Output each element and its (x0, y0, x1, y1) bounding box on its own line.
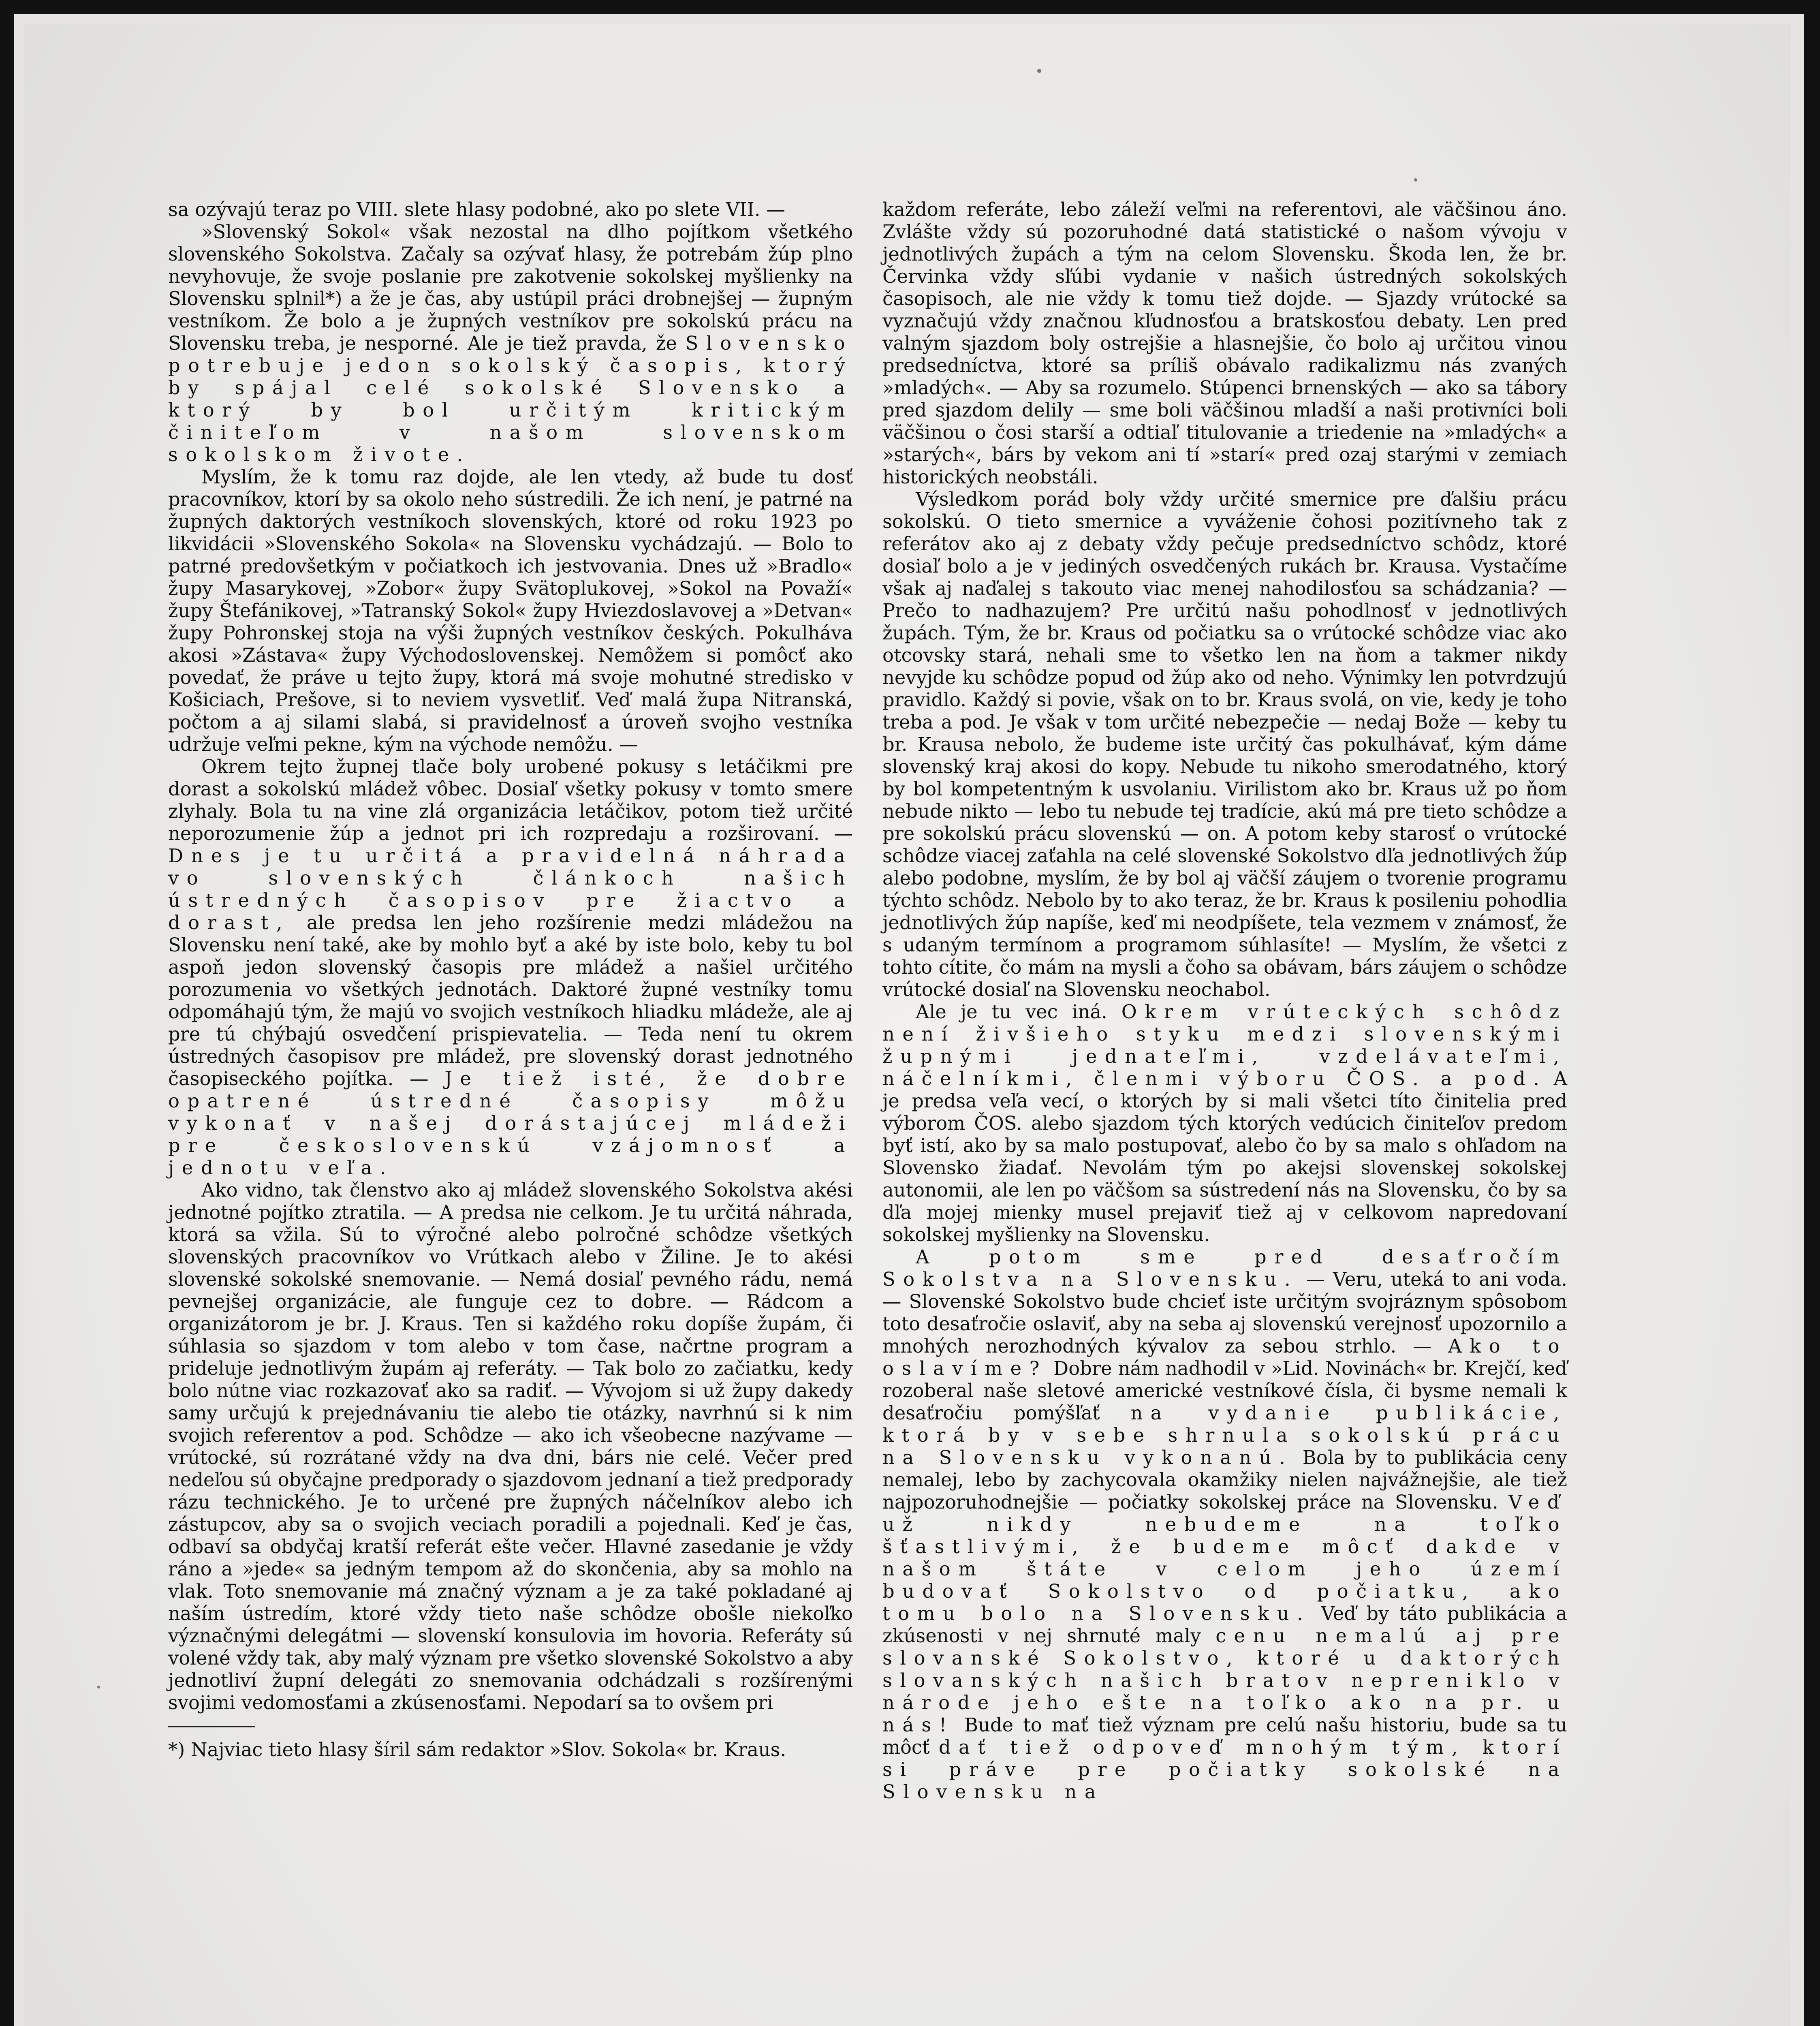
spaced-emphasis: Slovensko potrebuje jedon sokolský časopis, ktorý by spájal celé sokolské Slovensko a ktorý by bol určitým kritickým činiteľom v našom slovenskom sokolskom živote. (168, 332, 853, 466)
spaced-emphasis: dať tiež odpoveď mnohým tým, ktorí si práve pre počiatky sokolské na Slovensku na (882, 1736, 1567, 1803)
spaced-emphasis: Je tiež isté, že dobre opatrené ústredné časopisy môžu vykonať v našej dorástajúcej mládeži pre československú vzájomnosť a jednotu veľa. (168, 1068, 853, 1179)
paragraph: Ako vidno, tak členstvo ako aj mládež slovenského Sokolstva akési jednotné pojítko ztratila. — A predsa nie celkom. Je tu určitá náhrada, ktorá sa vžila. Sú to výročné alebo polročné schôdze všetkých slovenských pracovníkov vo Vrútkach alebo v Žiline. Je to akési slovenské sokolské snemovanie. — Nemá dosiaľ pevného rádu, nemá pevnejšej organizácie, ale funguje cez to dobre. — Rádcom a organizátorom je br. J. Kraus. Ten si každého roku dopíše župám, či súhlasia so sjazdom v tom alebo v tom čase, načrtne program a prideluje jednotlivým župám aj referáty. — Tak bolo zo začiatku, kedy bolo nútne viac rozkazovať ako sa radiť. — Vývojom si už župy dakedy samy určujú k prejednávaniu tie alebo tie otázky, navrhnú si k nim svojich referentov a pod. Schôdze — ako ich všeobecne nazývame — vrútocké, sú rozrátané vždy na dva dni, bárs nie celé. Večer pred nedeľou sú obyčajne predporady o sjazdovom jednaní a tiež predporady rázu technického. Je to určené pre župných náčelníkov alebo ich zástupcov, aby sa o svojich veciach poradili a pojednali. Keď je čas, odbaví sa obdyčaj kratší referát ešte večer. Hlavné zasedanie je vždy ráno a »jede« sa jedným tempom až do skončenia, aby sa mohlo na vlak. Toto snemovanie má značný význam a je za také pokladané aj naším ústredím, ktoré vždy tieto naše schôdze obošle niekoľko význačnými delegátmi — slovenskí konsulovia im hovoria. Referáty sú volené vždy tak, aby malý význam pre všetko slovenské Sokolstvo a aby jednotliví župní delegáti zo snemovania odchádzali s rozšírenými svojimi vedomosťami a zkúsenosťami. Nepodarí sa to ovšem pri (168, 1179, 853, 1714)
scan-speck (1414, 178, 1417, 182)
spaced-emphasis: Okrem vrúteckých schôdz není živšieho styku medzi slovenskými župnými jednateľmi, vzdelávateľmi, náčelníkmi, členmi výboru ČOS. a pod. (882, 1001, 1567, 1090)
spaced-emphasis: na vydanie publikácie, ktorá by v sebe shrnula sokolskú prácu na Slovensku vykonanú. (882, 1402, 1567, 1468)
left-column (168, 199, 853, 1761)
paragraph: A potom sme pred desaťročím Sokolstva na Slovensku. — Veru, uteká to ani voda. — Slovenské Sokolstvo bude chcieť iste určitým svojráznym spôsobom toto desaťročie oslaviť, aby na seba aj slovenskú verejnosť upozornilo a mnohých nerozhodných kývalov za sebou strhlo. — Ako to oslavíme? Dobre nám nadhodil v »Lid. Novinách« br. Krejčí, keď rozoberal naše sletové americké vestníkové čísla, či bysme nemali k desaťročiu pomýšľať na vydanie publikácie, ktorá by v sebe shrnula sokolskú prácu na Slovensku vykonanú. Bola by to publikácia ceny nemalej, lebo by zachycovala okamžiky nielen najvážnejšie, ale tiež najpozoruhodnejšie — počiatky sokolskej práce na Slovensku. Veď už nikdy nebudeme na toľko šťastlivými, že budeme môcť dakde v našom štáte v celom jeho území budovať Sokolstvo od počiatku, ako tomu bolo na Slovensku. Veď by táto publikácia a zkúsenosti v nej shrnuté maly cenu nemalú aj pre slovanské Sokolstvo, ktoré u daktorých slovanských našich bratov nepreniklo v národe jeho ešte na toľko ako na pr. u nás! Bude to mať tiež význam pre celú našu historiu, bude sa tu môcť dať tiež odpoveď mnohým tým, ktorí si práve pre počiatky sokolské na Slovensku na (882, 1246, 1567, 1803)
paragraph: Okrem tejto župnej tlače boly urobené pokusy s letáčikmi pre dorast a sokolskú mládež vôbec. Dosiaľ všetky pokusy v tomto smere zlyhaly. Bola tu na vine zlá organizácia letáčikov, potom tiež určité neporozumenie žúp a jednot pri ich rozpredaju a rozširovaní. — Dnes je tu určitá a pravidelná náhrada vo slovenských článkoch našich ústredných časopisov pre žiactvo a dorast, ale predsa len jeho rozšírenie medzi mládežou na Slovensku není také, ake by mohlo byť a aké by iste bolo, keby tu bol aspoň jedon slovenský časopis pre mládež a našiel určitého porozumenia vo všetkých jednotách. Daktoré župné vestníky tomu odpomáhajú tým, že majú vo svojich vestníkoch hliadku mládeže, ale aj pre tú chýbajú osvedčení prispievatelia. — Teda není tu okrem ústredných časopisov pre mládež, pre slovenský dorast jednotného časopiseckého pojítka. — Je tiež isté, že dobre opatrené ústredné časopisy môžu vykonať v našej dorástajúcej mládeži pre československú vzájomnosť a jednotu veľa. (168, 756, 853, 1179)
paragraph: Výsledkom porád boly vždy určité smernice pre ďalšiu prácu sokolskú. O tieto smernice a vyváženie čohosi pozitívneho tak z referátov ako aj z debaty vždy pečuje predsedníctvo schôdz, ktoré dosiaľ bolo a je v jediných osvedčených rukách br. Krausa. Vystačíme však aj naďalej s takouto viac menej nahodilosťou sa schádzania? — Prečo to nadhazujem? Pre určitú našu pohodlnosť v jednotlivých župách. Tým, že br. Kraus od počiatku sa o vrútocké schôdze viac ako otcovsky stará, nehali sme to všetko len na ňom a takmer nikdy nevyjde ku schôdze popud od žúp ako od neho. Výnimky len potvrdzujú pravidlo. Každý si povie, však on to br. Kraus svolá, on vie, kedy je toho treba a pod. Je však v tom určité nebezpečie — nedaj Bože — keby tu br. Krausa nebolo, že budeme iste určitý čas pokulhávať, kým dáme slovenský kraj akosi do kopy. Nebude tu nikoho smerodatného, ktorý by bol kompetentným k usvolaniu. Virilistom ako br. Kraus už po ňom nebude nikto — lebo tu nebude tej tradície, akú má pre tieto schôdze a pre sokolskú prácu slovenskú — on. A potom keby starosť o vrútocké schôdze viacej zaťahla na celé slovenské Sokolstvo dľa jednotlivých žúp alebo podobne, myslím, že by bol aj väčší záujem o tvorenie programu týchto schôdz. Nebolo by to ako teraz, že br. Kraus k posileniu pohodlia jednotlivých žúp napíše, keď mi neodpíšete, tela vezmem v známosť, že s udaným termínom a programom súhlasíte! — Myslím, že všetci z tohto cítite, čo mám na mysli a čoho sa obávam, bárs záujem o schôdze vrútocké dosiaľ na Slovensku neochabol. (882, 488, 1567, 1000)
scan-speck (97, 1686, 100, 1688)
paragraph: »Slovenský Sokol« však nezostal na dlho pojítkom všetkého slovenského Sokolstva. Začaly sa ozývať hlasy, že potrebám žúp plno nevyhovuje, že svoje poslanie pre zakotvenie sokolskej myšlienky na Slovensku splnil*) a že je čas, aby ustúpil práci drobnejšej — župným vestníkom. Že bolo a je župných vestníkov pre sokolskú prácu na Slovensku treba, je nesporné. Ale je tiež pravda, že Slovensko potrebuje jedon sokolský časopis, ktorý by spájal celé sokolské Slovensko a ktorý by bol určitým kritickým činiteľom v našom slovenskom sokolskom živote. (168, 221, 853, 466)
scan-speck (1037, 69, 1041, 73)
paragraph: každom referáte, lebo záleží veľmi na referentovi, ale väčšinou áno. Zvlášte vždy sú pozoruhodné datá statistické o našom vývoju v jednotlivých župách a tým na celom Slovensku. Škoda len, že br. Červinka vždy sľúbi vydanie v našich ústredných sokolských časopisoch, ale nie vždy k tomu tiež dojde. — Sjazdy vrútocké sa vyznačujú vždy značnou kľudnosťou a bratskosťou debaty. Len pred valným sjazdom boly ostrejšie a hlasnejšie, čo bolo aj určitou vinou predsedníctva, ktoré sa príliš obávalo radikalizmu nás zvaných »mladých«. — Aby sa rozumelo. Stúpenci brnenských — ako sa tábory pred sjazdom delily — sme boli väčšinou mladší a naši protivníci boli väčšinou o čosi starší a odtiaľ titulovanie a triedenie na »mladých« a »starých«, bárs by vekom ani tí »starí« pred ozaj starými v zemiach historických neobstáli. (882, 199, 1567, 488)
journal-page (24, 24, 1791, 2026)
spaced-emphasis: Dnes je tu určitá a pravidelná náhrada vo slovenských článkoch našich ústredných časopisov pre žiactvo a dorast, (168, 845, 853, 934)
spaced-emphasis: A potom sme pred desaťročím Sokolstva na Slovensku. (882, 1246, 1567, 1290)
paragraph: Ale je tu vec iná. Okrem vrúteckých schôdz není živšieho styku medzi slovenskými župnými jednateľmi, vzdelávateľmi, náčelníkmi, členmi výboru ČOS. a pod. A je predsa veľa vecí, o ktorých by si mali všetci títo činitelia pred výborom ČOS. alebo sjazdom tých ktorých vedúcich činiteľov predom byť istí, ako by sa malo postupovať, alebo čo by sa malo s ohľadom na Slovensko žiadať. Nevolám tým po akejsi slovenskej sokolskej autonomii, ale len po väčšom sa sústredení nás na Slovensku, čo by sa dľa mojej mienky musel prejaviť tiež aj v celkovom napredovaní sokolskej myšlienky na Slovensku. (882, 1001, 1567, 1246)
paragraph: sa ozývajú teraz po VIII. slete hlasy podobné, ako po slete VII. — (168, 199, 785, 220)
spaced-emphasis: Ako to oslavíme? (882, 1335, 1567, 1379)
footnote: *) Najviac tieto hlasy šíril sám redaktor »Slov. Sokola« br. Kraus. (168, 1739, 786, 1761)
right-column (882, 199, 1567, 1803)
paragraph: Myslím, že k tomu raz dojde, ale len vtedy, až bude tu dosť pracovníkov, ktorí by sa okolo neho sústredili. Že ich není, je patrné na župných daktorých vestníkoch slovenských, ktoré od roku 1923 po likvidácii »Slovenského Sokola« na Slovensku vychádzajú. — Bolo to patrné predovšetkým v počiatkoch ich jestvovania. Dnes už »Bradlo« župy Masarykovej, »Zobor« župy Svätoplukovej, »Sokol na Považí« župy Štefánikovej, »Tatranský Sokol« župy Hviezdoslavovej a »Detvan« župy Pohronskej stoja na výši župných vestníkov českých. Pokulháva akosi »Zástava« župy Východoslovenskej. Nemôžem si pomôcť ako povedať, že práve u tejto župy, ktorá má svoje mohutné stredisko v Košiciach, Prešove, si to neviem vysvetliť. Veď malá župa Nitranská, počtom a aj silami slabá, si pravidelnosť a úroveň svojho vestníka udržuje veľmi pekne, kým na východe nemôžu. — (168, 466, 853, 755)
spaced-emphasis: Veď už nikdy nebudeme na toľko šťastlivými, že budeme môcť dakde v našom štáte v celom jeho území budovať Sokolstvo od počiatku, ako tomu bolo na Slovensku. (882, 1491, 1567, 1624)
spaced-emphasis: cenu nemalú aj pre slovanské Sokolstvo, ktoré u daktorých slovanských našich bratov nepreniklo v národe jeho ešte na toľko ako na pr. u nás! (882, 1625, 1567, 1736)
footnote-rule (168, 1726, 255, 1727)
